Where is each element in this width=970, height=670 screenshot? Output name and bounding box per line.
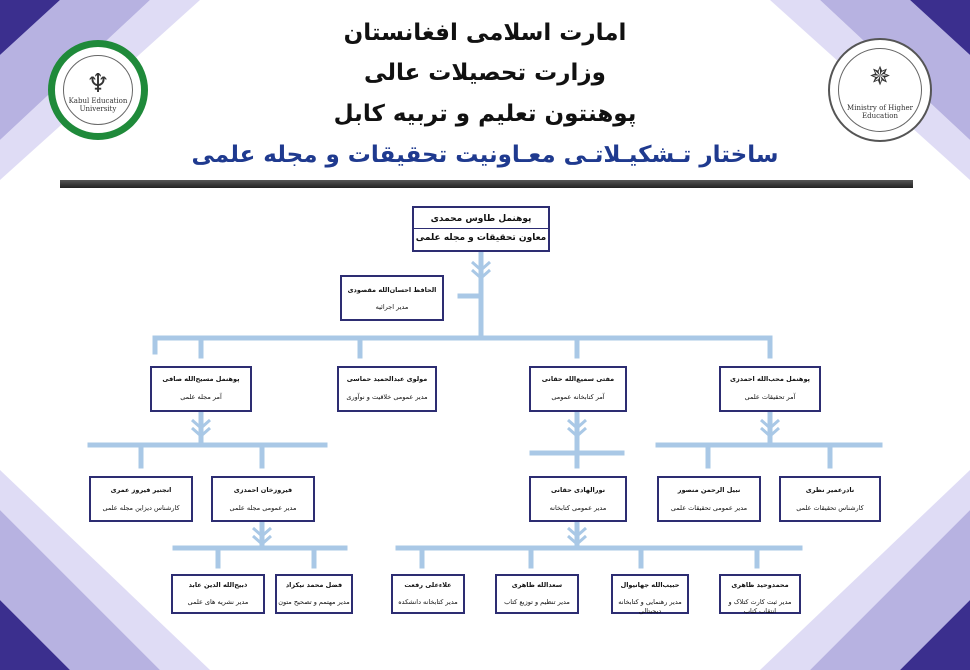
university-logo: ♆ Kabul Education University bbox=[48, 40, 148, 140]
l2-box bbox=[211, 476, 315, 522]
l2-name: نادرعمیر نظری bbox=[805, 486, 855, 494]
title-emirate: امارت اسلامی افغانستان bbox=[343, 20, 627, 46]
admin-position: مدیر اجرائیه bbox=[375, 303, 409, 311]
l2-position: مدیر عمومی مجله علمی bbox=[229, 504, 297, 512]
l3-box bbox=[275, 574, 353, 614]
l3-position: مدیر نشریه های علمی bbox=[187, 598, 249, 606]
l1-box-library bbox=[529, 366, 627, 412]
l1-box-journal bbox=[150, 366, 252, 412]
l1-box-research bbox=[719, 366, 821, 412]
l3-name: ذبیح‌الله الدین عابد bbox=[188, 581, 248, 589]
l3-name: علاءعلی رفعت bbox=[404, 581, 452, 589]
title-ministry: وزارت تحصیلات عالی bbox=[364, 60, 606, 86]
admin-name: الحافظ احسان‌الله مقصودی bbox=[347, 286, 437, 294]
title-chart: ساختار تـشکیـلاتـی معـاونیت تحقیقات و مجله علمی bbox=[191, 142, 779, 168]
root-box bbox=[412, 206, 550, 252]
l2-name: نبیل الرحمن منصور bbox=[677, 486, 741, 494]
l1-position: آمر کتابخانه عمومی bbox=[551, 393, 605, 401]
l2-position: کارشناس دیزاین مجله علمی bbox=[102, 504, 180, 512]
l3-position: مدیر ثبت کارت کتلاک و انتقاب کتاب bbox=[728, 598, 792, 615]
l1-position: آمر تحقیقات علمی bbox=[744, 393, 796, 401]
l3-name: حبیب‌الله جهانیوال bbox=[620, 581, 680, 589]
l2-box bbox=[89, 476, 193, 522]
l1-name: پوهنمل محب‌الله احمدزی bbox=[730, 375, 810, 383]
root-position: معاون تحقیقات و مجله علمی bbox=[415, 233, 547, 243]
l3-name: سعدالله ظاهری bbox=[511, 581, 563, 589]
l2-name: نورالهادی حقانی bbox=[550, 486, 606, 494]
l2-position: مدیر عمومی تحقیقات علمی bbox=[670, 504, 748, 512]
l3-position: مدیر کتابخانه دانشکده bbox=[398, 598, 458, 606]
title-university: پوهنتون تعلیم و تربیه کابل bbox=[333, 101, 637, 127]
l2-name: انجنیر فیروز عمری bbox=[110, 486, 172, 494]
l3-name: فضل محمد نیکزاد bbox=[285, 581, 343, 589]
l1-box-innovation bbox=[337, 366, 437, 412]
torch-icon: ♆ bbox=[86, 69, 110, 99]
l3-box bbox=[391, 574, 465, 614]
l3-box bbox=[495, 574, 579, 614]
l2-name: فیروزخان احمدزی bbox=[233, 486, 293, 494]
l2-box bbox=[529, 476, 627, 522]
l3-box bbox=[171, 574, 265, 614]
l3-position: مدیر مهتمم و تصحیح متون bbox=[278, 598, 350, 606]
l1-position: آمر مجله علمی bbox=[180, 393, 222, 401]
l2-box bbox=[657, 476, 761, 522]
l2-position: مدیر عمومی کتابخانه bbox=[549, 504, 607, 512]
l1-name: مفتی سمیع‌الله حقانی bbox=[541, 375, 615, 383]
l1-position: مدیر عمومی خلاقیت و نوآوری bbox=[346, 393, 428, 401]
l1-name: پوهنمل مسیح‌الله صافی bbox=[162, 375, 240, 383]
l3-position: مدیر تنظیم و توزیع کتاب bbox=[504, 598, 570, 606]
ministry-logo: ✵ Ministry of Higher Education bbox=[828, 38, 932, 142]
l2-position: کارشناس تحقیقات علمی bbox=[796, 504, 864, 512]
l3-box bbox=[611, 574, 689, 614]
l3-name: محمدوحید ظاهری bbox=[731, 581, 789, 589]
l3-box bbox=[719, 574, 801, 614]
book-icon: ✵ bbox=[869, 62, 891, 92]
admin-box bbox=[340, 275, 444, 321]
root-name: پوهنمل طاوس محمدی bbox=[430, 214, 532, 224]
l1-name: مولوی عبدالحمید حماسی bbox=[346, 375, 428, 383]
l3-position: مدیر رهنمایی و کتابخانه دیجیتالی bbox=[618, 598, 682, 615]
l2-box bbox=[779, 476, 881, 522]
